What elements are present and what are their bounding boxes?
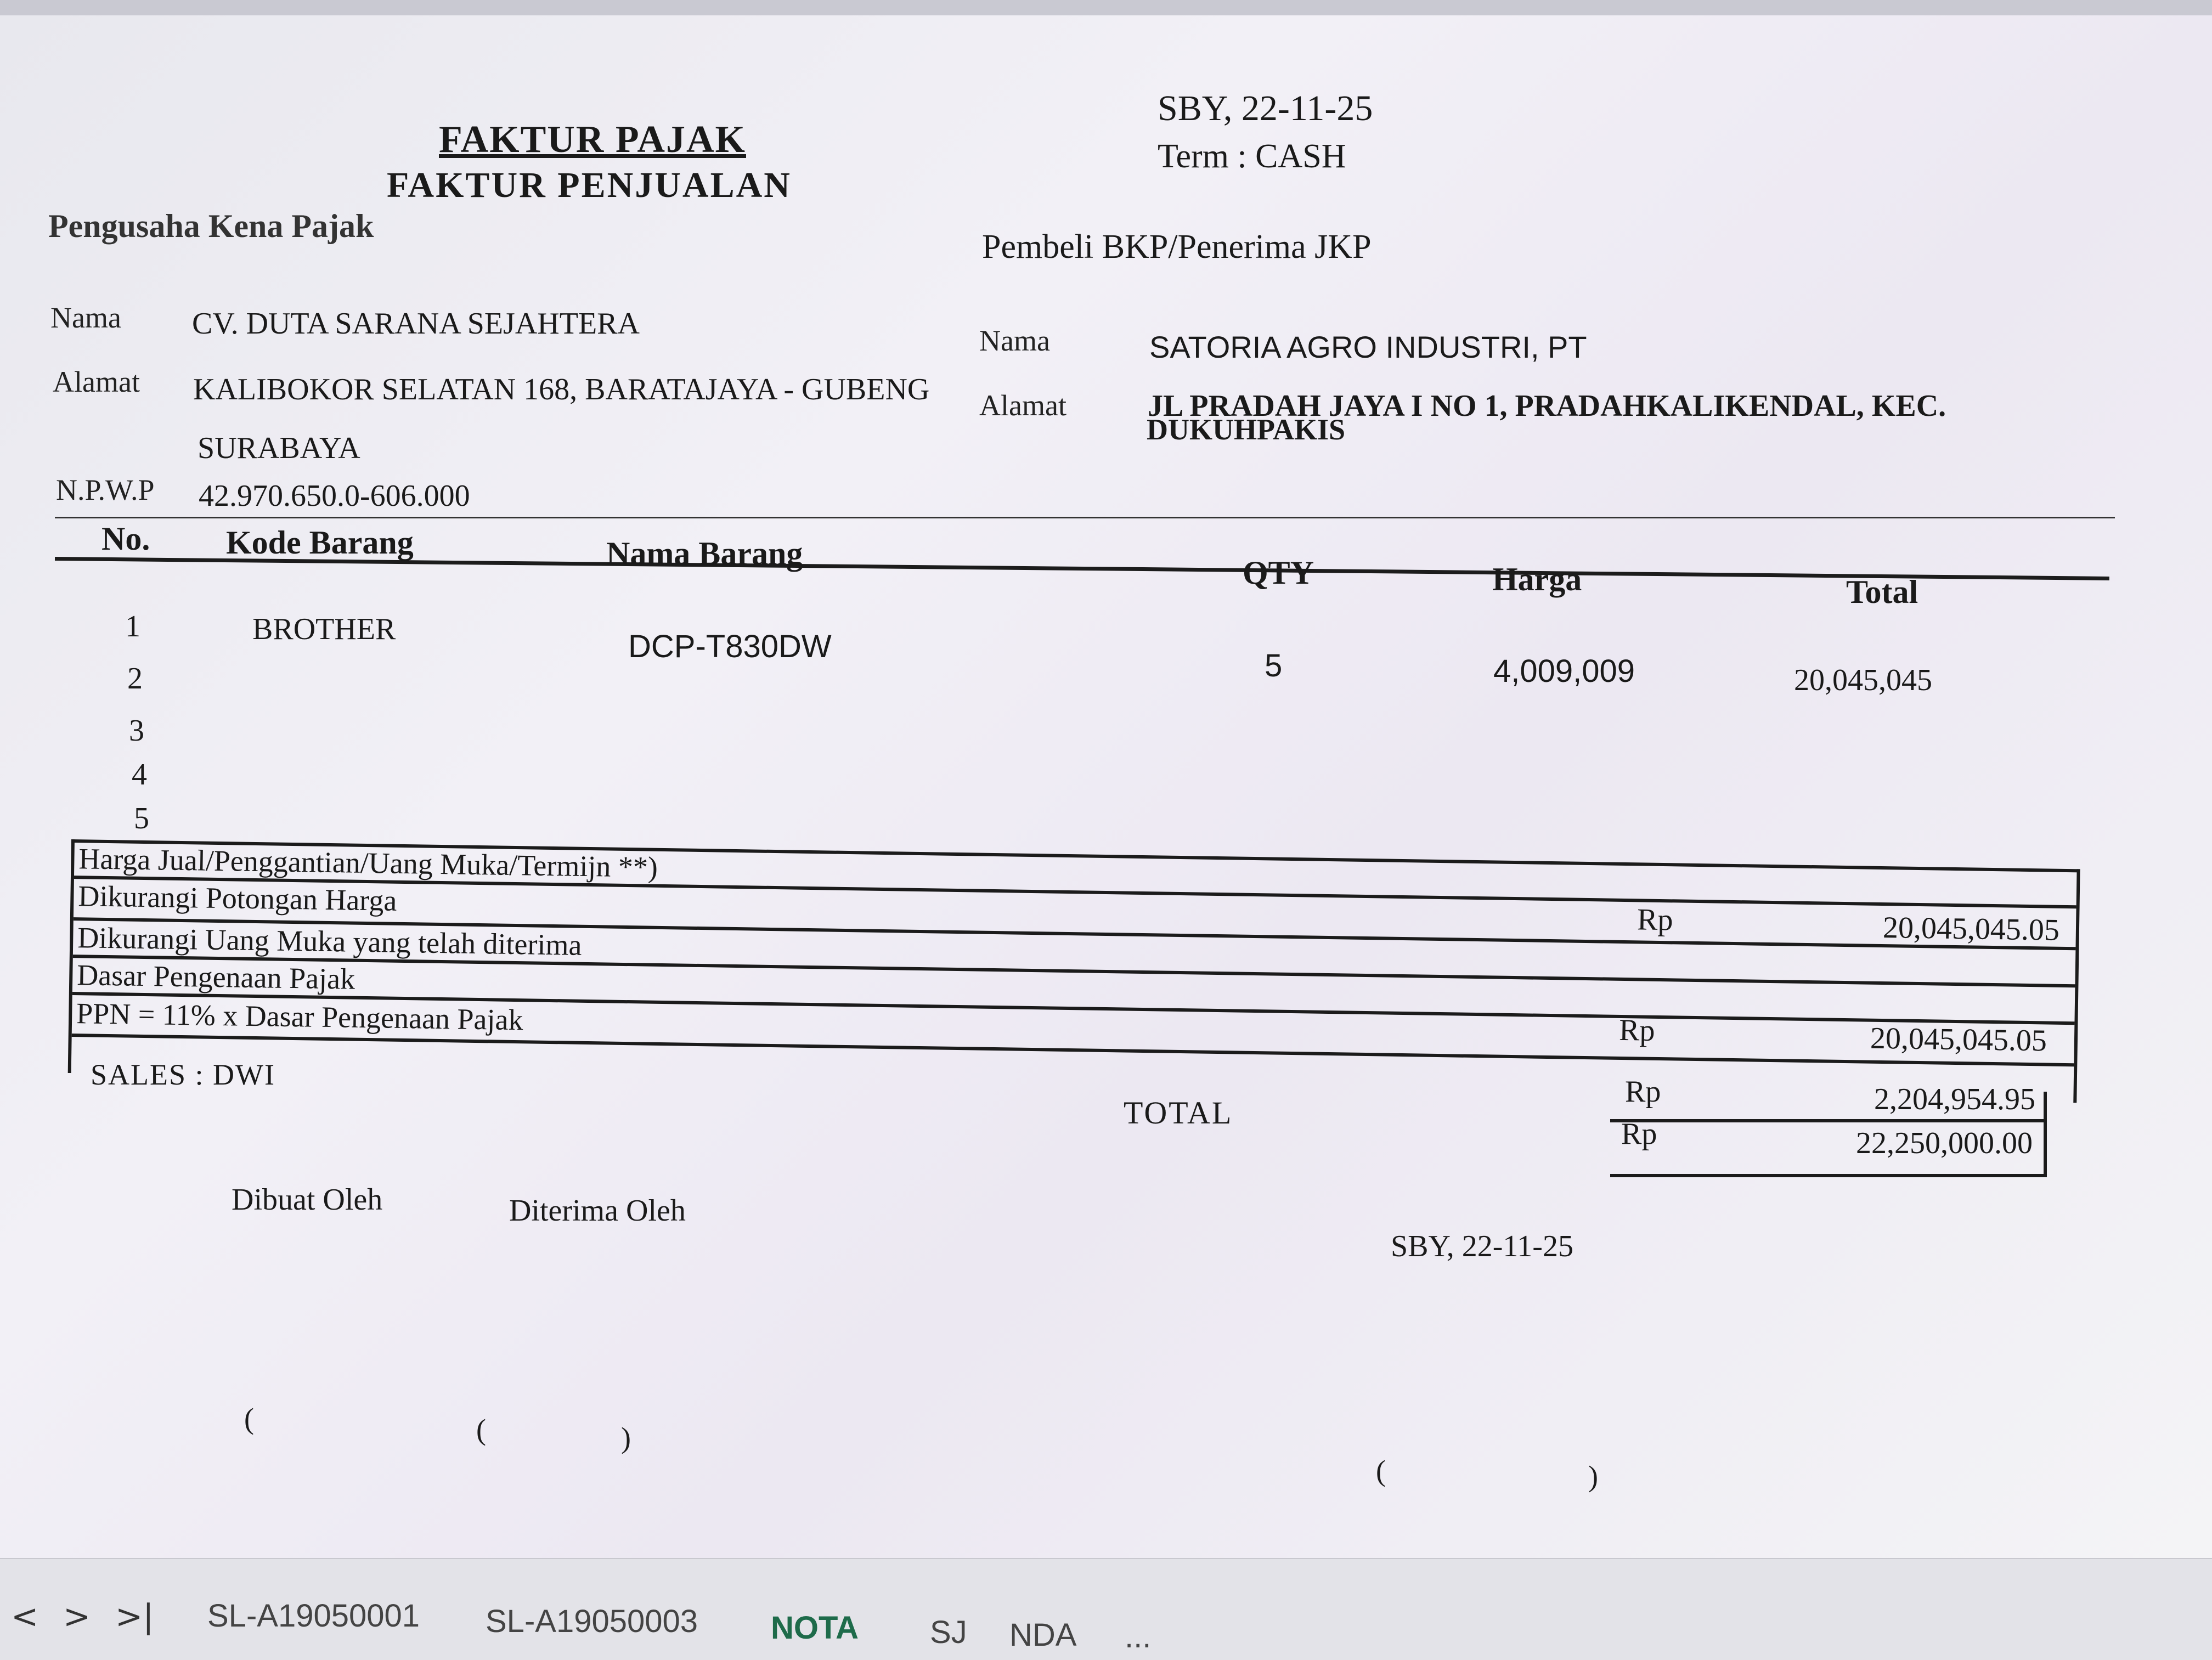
dibuat-oleh-label: Dibuat Oleh	[232, 1183, 383, 1217]
buyer-nama-label: Nama	[979, 324, 1050, 357]
col-header-total: Total	[1846, 574, 1918, 610]
buyer-nama: SATORIA AGRO INDUSTRI, PT	[1149, 330, 1587, 364]
row-number: 4	[132, 758, 147, 792]
ppn-amount: 2,204,954.95	[1874, 1082, 2035, 1116]
top-edge	[0, 0, 2212, 15]
col-header-qty: QTY	[1243, 555, 1314, 591]
col-header-no: No.	[101, 521, 150, 557]
row-number: 2	[127, 662, 143, 696]
item-total: 20,045,045	[1794, 663, 1932, 697]
col-header-harga: Harga	[1492, 561, 1582, 597]
item-kode: BROTHER	[252, 612, 396, 646]
sales-person: SALES : DWI	[91, 1058, 275, 1091]
seller-heading: Pengusaha Kena Pajak	[48, 208, 374, 244]
seller-npwp: 42.970.650.0-606.000	[199, 479, 470, 513]
total-box	[1610, 1092, 2047, 1177]
buyer-alamat-line2: DUKUHPAKIS	[1147, 413, 1346, 446]
ppn-label: PPN = 11% x Dasar Pengenaan Pajak	[76, 997, 523, 1037]
harga-jual-amount: 20,045,045.05	[1882, 911, 2060, 947]
total-label: TOTAL	[1124, 1095, 1233, 1131]
buyer-heading: Pembeli BKP/Penerima JKP	[982, 228, 1372, 266]
col-header-nama: Nama Barang	[606, 535, 803, 572]
seller-alamat-label: Alamat	[53, 365, 140, 398]
doc-date: SBY, 22-11-25	[1158, 88, 1373, 128]
seller-npwp-label: N.P.W.P	[56, 473, 155, 506]
potongan-label: Dikurangi Potongan Harga	[78, 879, 397, 917]
currency-label: Rp	[1618, 1013, 1655, 1048]
item-nama: DCP-T830DW	[628, 629, 832, 664]
sheet-tab[interactable]: SJ	[930, 1614, 967, 1650]
buyer-alamat-label: Alamat	[979, 389, 1066, 422]
row-number: 1	[125, 609, 140, 643]
diterima-oleh-label: Diterima Oleh	[509, 1194, 686, 1228]
prev-sheet-button[interactable]: <	[11, 1597, 39, 1636]
dpp-label: Dasar Pengenaan Pajak	[76, 958, 356, 996]
currency-label: Rp	[1637, 902, 1673, 938]
uang-muka-label: Dikurangi Uang Muka yang telah diterima	[77, 921, 582, 962]
sign-paren-open: (	[1376, 1454, 1386, 1487]
dpp-amount: 20,045,045.05	[1870, 1021, 2047, 1058]
summary-box	[68, 839, 2080, 1103]
currency-label: Rp	[1625, 1075, 1661, 1109]
sign-paren-close: )	[1588, 1460, 1598, 1493]
doc-term: Term : CASH	[1158, 138, 1346, 175]
sheet-tab[interactable]: SL-A19050001	[207, 1598, 420, 1634]
item-harga: 4,009,009	[1493, 653, 1635, 689]
sheet-tab-active[interactable]: NOTA	[771, 1610, 859, 1646]
table-top-rule	[55, 517, 2115, 518]
seller-alamat-line2: SURABAYA	[198, 431, 360, 465]
seller-nama: CV. DUTA SARANA SEJAHTERA	[192, 307, 640, 341]
sheet-tab[interactable]: NDA	[1009, 1617, 1077, 1653]
sheet-tab[interactable]: SL-A19050003	[486, 1603, 698, 1639]
signature-date: SBY, 22-11-25	[1391, 1229, 1573, 1263]
row-number: 3	[129, 714, 144, 748]
item-qty: 5	[1265, 648, 1283, 684]
more-tabs[interactable]: ...	[1125, 1619, 1152, 1655]
doc-subtitle: FAKTUR PENJUALAN	[387, 165, 792, 205]
buyer-alamat-line1: JL PRADAH JAYA I NO 1, PRADAHKALIKENDAL, KEC.	[1148, 389, 1946, 423]
sheet-tab-bar	[0, 1558, 2212, 1660]
last-sheet-button[interactable]: >|	[115, 1597, 154, 1636]
doc-title: FAKTUR PAJAK	[439, 118, 746, 161]
row-number: 5	[134, 801, 149, 835]
col-header-kode: Kode Barang	[226, 524, 414, 561]
sign-paren-open: (	[476, 1413, 486, 1446]
total-amount: 22,250,000.00	[1856, 1126, 2033, 1160]
currency-label: Rp	[1621, 1117, 1657, 1151]
harga-jual-label: Harga Jual/Penggantian/Uang Muka/Termijn **)	[78, 842, 658, 884]
next-sheet-button[interactable]: >	[63, 1597, 91, 1636]
seller-alamat-line1: KALIBOKOR SELATAN 168, BARATAJAYA - GUBENG	[193, 372, 930, 406]
sign-paren-open: (	[244, 1402, 254, 1435]
seller-nama-label: Nama	[50, 301, 121, 334]
sign-paren-close: )	[621, 1421, 631, 1454]
